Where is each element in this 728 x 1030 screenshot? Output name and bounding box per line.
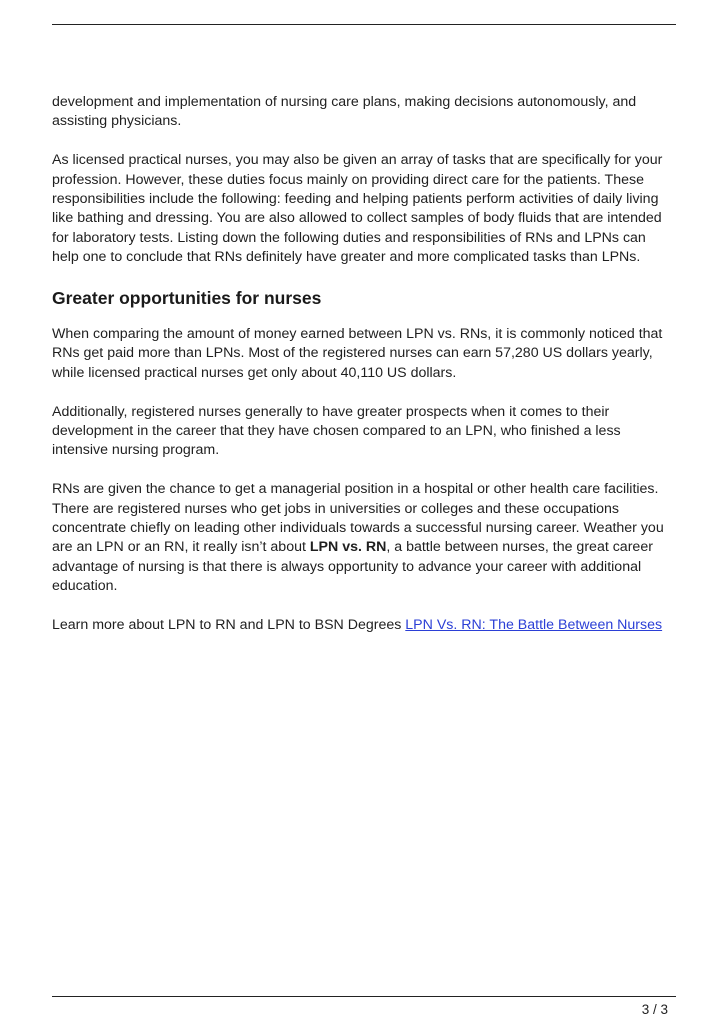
paragraph: As licensed practical nurses, you may also be given an array of tasks that are specifically for your profession. However, these duties focus mainly on providing direct care for the patients. These responsibilities include the following: feeding and helping patients perform activities of daily living like bathing and dressing. You are also allowed to collect samples of body fluids that are intended for laboratory tests. Listing down the following duties and responsibilities of RNs and LPNs can help one to conclude that RNs definitely have greater and more complicated tasks than LPNs. [52, 152, 663, 266]
article-link[interactable]: LPN Vs. RN: The Battle Between Nurses [405, 617, 663, 634]
section-heading: Greater opportunities for nurses [52, 288, 322, 309]
page-number: 3 / 3 [641, 1002, 668, 1017]
learn-more-paragraph [52, 616, 676, 635]
paragraph-text: RNs are given the chance to get a managerial position in a hospital or other health care facilities. There are registered nurses who get jobs in universities or colleges and these occupations concentrate chiefly on leading other individuals towards a successful nursing career. Weather you are an LPN or an RN, it really isn’t about [52, 481, 664, 556]
paragraph: Additionally, registered nurses generally to have greater prospects when it comes to their development in the career that they have chosen compared to an LPN, who finished a less intensive nursing program. [52, 403, 621, 459]
paragraph: When comparing the amount of money earned between LPN vs. RNs, it is commonly noticed that RNs get paid more than LPNs. Most of the registered nurses can earn 57,280 US dollars yearly, while licensed practical nurses get only about 40,110 US dollars. [52, 326, 663, 381]
footer-rule [52, 996, 676, 997]
learn-more-text: Learn more about LPN to RN and LPN to BSN Degrees [52, 617, 406, 634]
header-rule [52, 24, 676, 25]
document-body [52, 93, 676, 655]
paragraph [52, 480, 676, 596]
bold-phrase: LPN vs. RN [309, 539, 387, 556]
paragraph-text: , a battle between nurses, the great career advantage of nursing is that there is always opportunity to advance your career with additional education. [52, 539, 653, 595]
paragraph: development and implementation of nursing care plans, making decisions autonomously, and assisting physicians. [52, 94, 637, 130]
